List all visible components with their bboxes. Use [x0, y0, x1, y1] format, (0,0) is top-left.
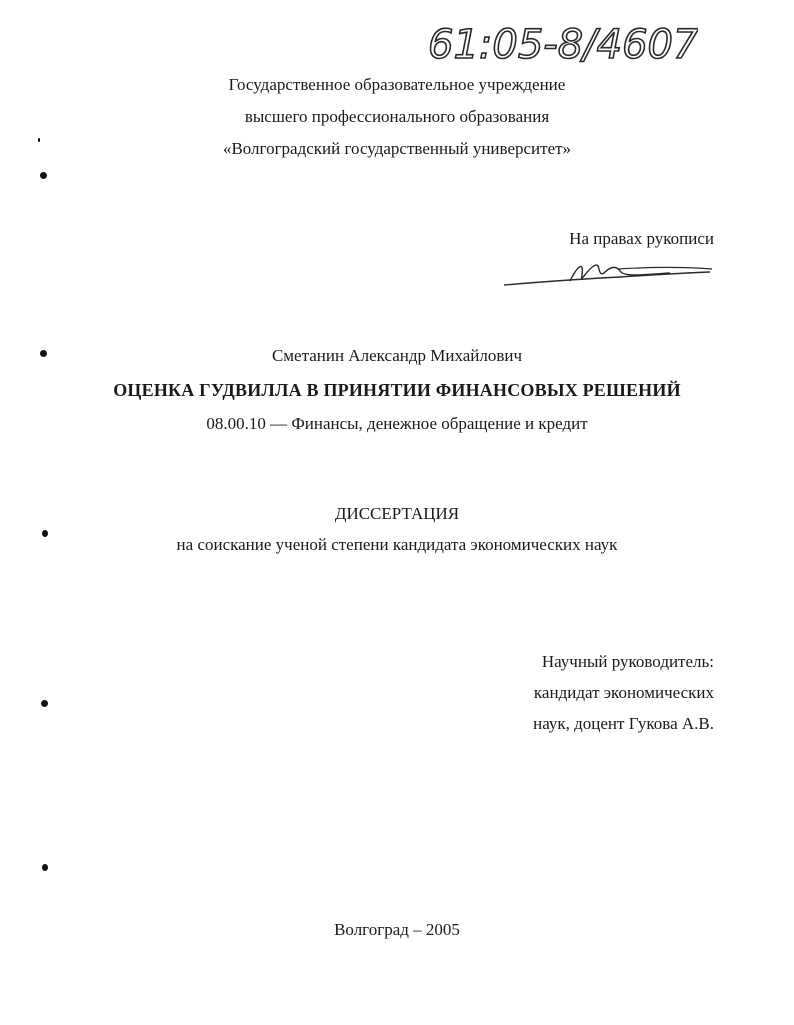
specialty-code: 08.00.10 — Финансы, денежное обращение и кредит: [206, 414, 588, 433]
scan-speck: [38, 138, 40, 142]
advisor-line-3: наук, доцент Гукова А.В.: [533, 714, 714, 733]
degree-line: на соискание ученой степени кандидата экономических наук: [176, 535, 618, 554]
binding-hole-mark: [40, 172, 47, 179]
institution-line-1: Государственное образовательное учреждение: [228, 75, 566, 94]
document-type: ДИССЕРТАЦИЯ: [334, 504, 460, 523]
handwritten-catalog-number: [428, 14, 698, 70]
institution-line-2: высшего профессионального образования: [244, 107, 550, 126]
handwritten-number-text: 61:05-8/4607: [428, 22, 698, 68]
binding-hole-mark: [41, 700, 48, 707]
binding-hole-mark: [40, 350, 47, 357]
binding-hole-mark: [42, 530, 48, 537]
advisor-line-1: Научный руководитель:: [541, 652, 714, 671]
city-year: Волгоград – 2005: [334, 920, 460, 939]
binding-hole-mark: [42, 864, 48, 871]
advisor-line-2: кандидат экономических: [533, 683, 714, 702]
dissertation-title: ОЦЕНКА ГУДВИЛЛА В ПРИНЯТИИ ФИНАНСОВЫХ РЕШЕНИЙ: [113, 380, 681, 400]
author-name: Сметанин Александр Михайлович: [271, 346, 523, 365]
rights-note: На правах рукописи: [569, 229, 714, 248]
institution-line-3: «Волгоградский государственный университет»: [222, 139, 572, 158]
signature-icon: [500, 255, 715, 295]
